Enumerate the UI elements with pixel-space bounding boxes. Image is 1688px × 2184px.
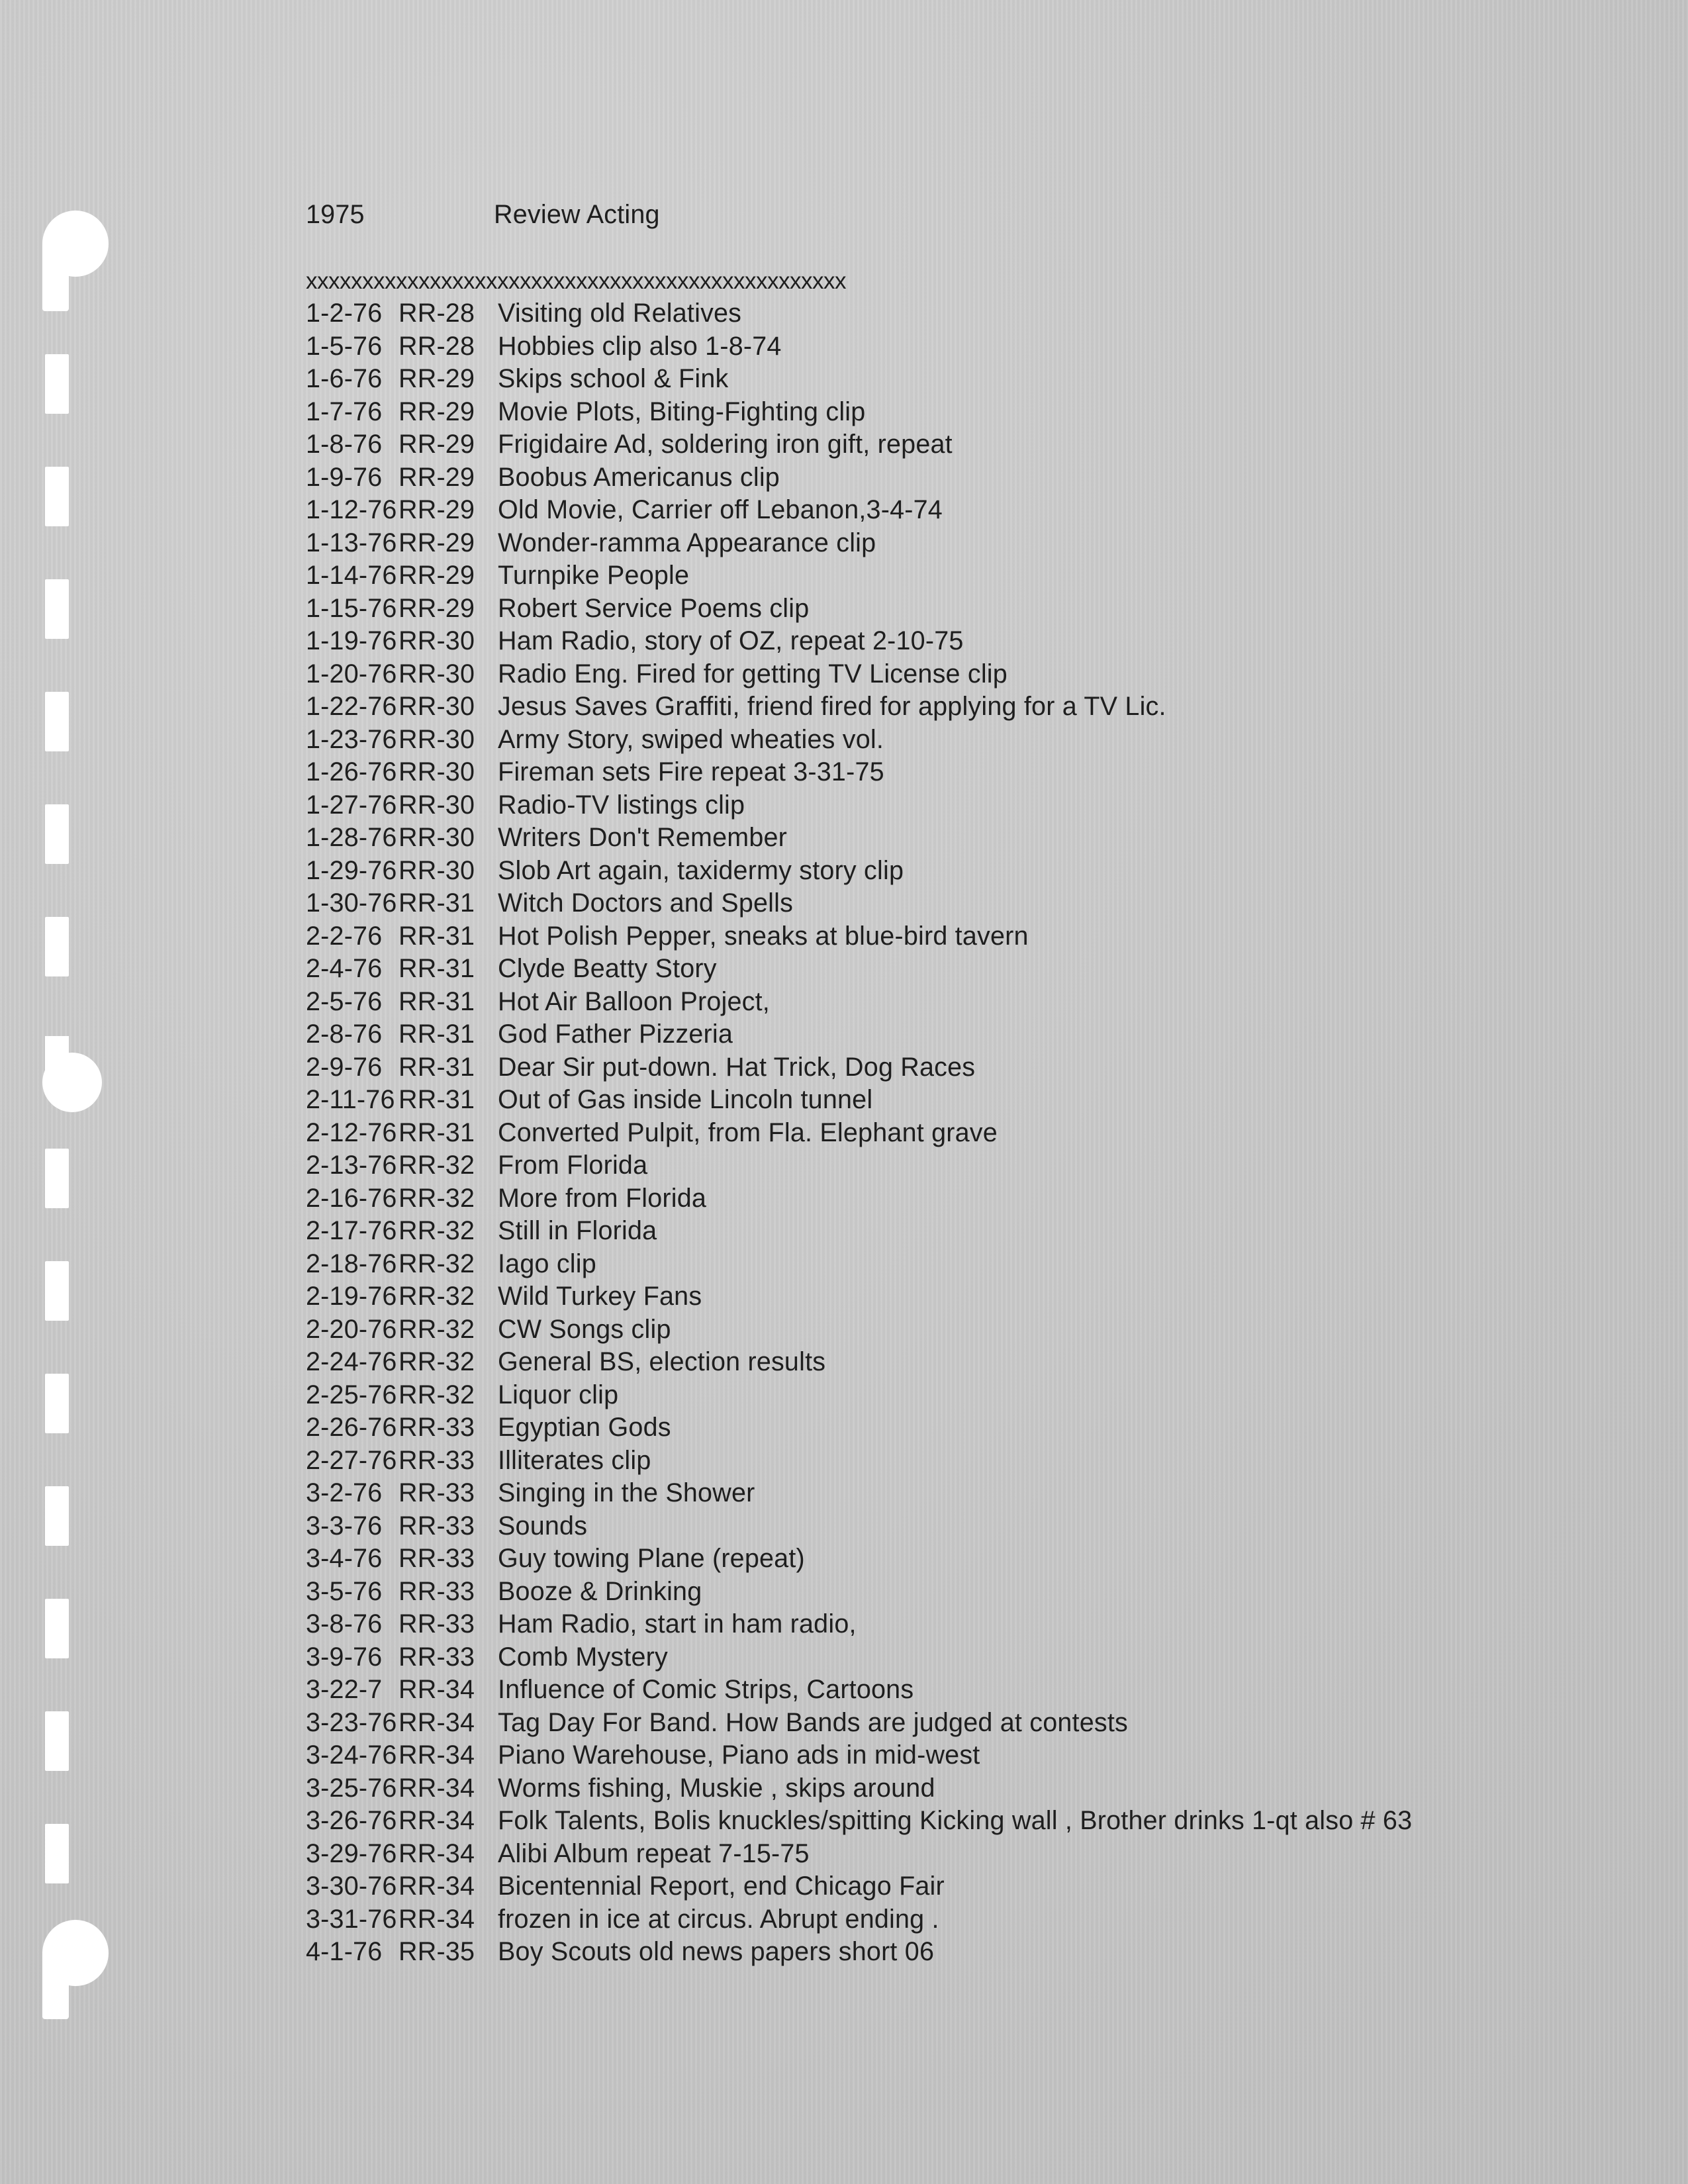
- entry-description: Piano Warehouse, Piano ads in mid-west: [498, 1740, 980, 1770]
- entry-description: Ham Radio, story of OZ, repeat 2-10-75: [498, 626, 964, 655]
- entry-reel: RR-31: [399, 1085, 475, 1114]
- list-item: [306, 1936, 1412, 1969]
- list-item: [306, 986, 1412, 1019]
- entry-description: Illiterates clip: [498, 1445, 651, 1475]
- entry-description: General BS, election results: [498, 1347, 826, 1376]
- entry-date: 1-19-76: [306, 626, 397, 655]
- entry-reel: RR-32: [399, 1249, 475, 1278]
- list-item: [306, 1379, 1412, 1412]
- entry-reel: RR-32: [399, 1151, 475, 1180]
- entry-description: Movie Plots, Biting-Fighting clip: [498, 397, 866, 426]
- entry-reel: RR-29: [399, 462, 475, 492]
- entry-description: Out of Gas inside Lincoln tunnel: [498, 1085, 873, 1114]
- entry-description: Hot Air Balloon Project,: [498, 986, 770, 1016]
- entry-reel: RR-33: [399, 1413, 475, 1442]
- entry-date: 3-3-76: [306, 1511, 383, 1541]
- list-item: [306, 1248, 1412, 1281]
- entry-description: Writers Don't Remember: [498, 823, 788, 852]
- list-item: [306, 330, 1412, 363]
- list-item: [306, 559, 1412, 593]
- entry-description: Radio-TV listings clip: [498, 790, 745, 820]
- list-item: [306, 1870, 1412, 1903]
- entry-date: 3-4-76: [306, 1544, 383, 1573]
- binder-hole: [45, 1824, 69, 1883]
- binder-hole: [45, 1599, 69, 1658]
- list-item: [306, 625, 1412, 658]
- list-item: [306, 1739, 1412, 1772]
- list-item: [306, 658, 1412, 691]
- list-item: [306, 593, 1412, 626]
- entry-date: 3-31-76: [306, 1904, 397, 1934]
- entry-reel: RR-32: [399, 1216, 475, 1245]
- entry-reel: RR-34: [399, 1740, 475, 1770]
- entry-date: 3-2-76: [306, 1478, 383, 1507]
- binder-hole-round-mid: [42, 1053, 102, 1112]
- entry-date: 1-15-76: [306, 593, 397, 623]
- entry-reel: RR-32: [399, 1347, 475, 1376]
- entry-description: Boobus Americanus clip: [498, 462, 780, 492]
- entry-description: Guy towing Plane (repeat): [498, 1544, 805, 1573]
- entry-reel: RR-34: [399, 1675, 475, 1704]
- list-item: [306, 822, 1412, 855]
- entry-date: 1-30-76: [306, 888, 397, 918]
- binder-hole: [45, 1374, 69, 1433]
- entry-date: 3-29-76: [306, 1838, 397, 1868]
- entry-date: 2-16-76: [306, 1183, 397, 1213]
- binder-hole: [45, 1149, 69, 1208]
- entry-reel: RR-31: [399, 1020, 475, 1049]
- entry-date: 3-5-76: [306, 1576, 383, 1606]
- entry-reel: RR-28: [399, 331, 475, 361]
- list-item: [306, 1018, 1412, 1051]
- list-item: [306, 887, 1412, 920]
- entry-date: 2-5-76: [306, 986, 383, 1016]
- binder-hole: [45, 1711, 69, 1771]
- entry-description: Slob Art again, taxidermy story clip: [498, 855, 904, 885]
- list-item: [306, 1182, 1412, 1215]
- entry-description: Comb Mystery: [498, 1642, 668, 1672]
- entry-date: 2-26-76: [306, 1413, 397, 1442]
- entry-date: 1-6-76: [306, 364, 383, 393]
- entry-description: Turnpike People: [498, 561, 690, 590]
- entry-description: Fireman sets Fire repeat 3-31-75: [498, 757, 884, 786]
- entry-date: 3-22-7: [306, 1675, 383, 1704]
- entry-reel: RR-33: [399, 1511, 475, 1541]
- entry-reel: RR-34: [399, 1872, 475, 1901]
- entry-date: 1-2-76: [306, 299, 383, 328]
- list-item: [306, 1608, 1412, 1641]
- list-item: [306, 724, 1412, 757]
- entry-date: 2-17-76: [306, 1216, 397, 1245]
- entry-description: Boy Scouts old news papers short 06: [498, 1937, 935, 1966]
- list-item: [306, 1149, 1412, 1182]
- entry-description: Dear Sir put-down. Hat Trick, Dog Races: [498, 1052, 976, 1082]
- entry-description: Booze & Drinking: [498, 1576, 702, 1606]
- entry-reel: RR-34: [399, 1838, 475, 1868]
- entry-reel: RR-30: [399, 724, 475, 754]
- list-item: [306, 1215, 1412, 1248]
- entry-reel: RR-30: [399, 790, 475, 820]
- header-title: Review Acting: [494, 200, 660, 229]
- entry-reel: RR-33: [399, 1642, 475, 1672]
- entry-reel: RR-30: [399, 659, 475, 688]
- entry-description: Wild Turkey Fans: [498, 1282, 702, 1311]
- entry-list: [306, 297, 1412, 1969]
- entry-date: 2-11-76: [306, 1085, 395, 1114]
- entry-date: 3-23-76: [306, 1707, 397, 1737]
- entry-date: 1-22-76: [306, 692, 397, 721]
- entry-description: Visiting old Relatives: [498, 299, 742, 328]
- entry-description: Liquor clip: [498, 1380, 619, 1409]
- entry-reel: RR-34: [399, 1806, 475, 1835]
- entry-date: 2-25-76: [306, 1380, 397, 1409]
- entry-reel: RR-31: [399, 1052, 475, 1082]
- list-item: [306, 1707, 1412, 1740]
- entry-description: God Father Pizzeria: [498, 1020, 733, 1049]
- entry-description: Jesus Saves Graffiti, friend fired for applying for a TV Lic.: [498, 692, 1166, 721]
- entry-reel: RR-28: [399, 299, 475, 328]
- entry-reel: RR-29: [399, 364, 475, 393]
- list-item: [306, 1903, 1412, 1936]
- entry-reel: RR-31: [399, 921, 475, 951]
- list-item: [306, 297, 1412, 330]
- list-item: [306, 1445, 1412, 1478]
- entry-description: More from Florida: [498, 1183, 707, 1213]
- list-item: [306, 1117, 1412, 1150]
- binder-hole: [45, 917, 69, 976]
- entry-description: Worms fishing, Muskie , skips around: [498, 1773, 935, 1803]
- entry-description: Bicentennial Report, end Chicago Fair: [498, 1872, 945, 1901]
- list-item: [306, 363, 1412, 396]
- entry-reel: RR-34: [399, 1707, 475, 1737]
- list-item: [306, 1313, 1412, 1347]
- entry-description: Ham Radio, start in ham radio,: [498, 1609, 857, 1638]
- list-item: [306, 789, 1412, 822]
- list-item: [306, 1805, 1412, 1838]
- entry-reel: RR-30: [399, 626, 475, 655]
- entry-description: Clyde Beatty Story: [498, 954, 717, 983]
- list-item: [306, 756, 1412, 789]
- entry-reel: RR-31: [399, 986, 475, 1016]
- entry-reel: RR-32: [399, 1183, 475, 1213]
- list-item: [306, 1346, 1412, 1379]
- entry-reel: RR-31: [399, 954, 475, 983]
- entry-date: 2-12-76: [306, 1117, 397, 1147]
- entry-date: 1-12-76: [306, 495, 397, 524]
- binder-hole: [45, 1486, 69, 1546]
- entry-date: 3-26-76: [306, 1806, 397, 1835]
- entry-date: 4-1-76: [306, 1937, 383, 1966]
- entry-date: 2-19-76: [306, 1282, 397, 1311]
- list-item: [306, 494, 1412, 527]
- entry-date: 1-9-76: [306, 462, 383, 492]
- entry-description: Robert Service Poems clip: [498, 593, 810, 623]
- entry-reel: RR-35: [399, 1937, 475, 1966]
- list-item: [306, 396, 1412, 429]
- list-item: [306, 855, 1412, 888]
- entry-description: Witch Doctors and Spells: [498, 888, 794, 918]
- entry-date: 2-27-76: [306, 1445, 397, 1475]
- list-item: [306, 527, 1412, 560]
- entry-description: Still in Florida: [498, 1216, 657, 1245]
- list-item: [306, 428, 1412, 461]
- entry-date: 1-27-76: [306, 790, 397, 820]
- document-header: [306, 199, 1412, 232]
- entry-date: 3-30-76: [306, 1872, 397, 1901]
- entry-reel: RR-29: [399, 495, 475, 524]
- separator-line: xxxxxxxxxxxxxxxxxxxxxxxxxxxxxxxxxxxxxxxxxxxxxxxx: [306, 267, 846, 294]
- entry-date: 2-20-76: [306, 1314, 397, 1344]
- entry-reel: RR-30: [399, 692, 475, 721]
- list-item: [306, 1576, 1412, 1609]
- entry-description: Folk Talents, Bolis knuckles/spitting Kicking wall , Brother drinks 1-qt also # 63: [498, 1806, 1413, 1835]
- entry-date: 1-26-76: [306, 757, 397, 786]
- header-year: 1975: [306, 200, 365, 229]
- entry-reel: RR-31: [399, 1117, 475, 1147]
- entry-date: 2-2-76: [306, 921, 383, 951]
- entry-description: Alibi Album repeat 7-15-75: [498, 1838, 810, 1868]
- list-item: [306, 920, 1412, 953]
- entry-description: Hot Polish Pepper, sneaks at blue-bird tavern: [498, 921, 1029, 951]
- entry-date: 3-9-76: [306, 1642, 383, 1672]
- document-content: [306, 199, 1412, 1969]
- entry-reel: RR-33: [399, 1445, 475, 1475]
- list-item: [306, 1477, 1412, 1510]
- entry-date: 2-24-76: [306, 1347, 397, 1376]
- entry-date: 2-18-76: [306, 1249, 397, 1278]
- entry-date: 2-4-76: [306, 954, 383, 983]
- entry-date: 1-23-76: [306, 724, 397, 754]
- entry-date: 3-8-76: [306, 1609, 383, 1638]
- list-item: [306, 1641, 1412, 1674]
- entry-description: Converted Pulpit, from Fla. Elephant grave: [498, 1117, 998, 1147]
- list-item: [306, 1543, 1412, 1576]
- entry-description: Radio Eng. Fired for getting TV License clip: [498, 659, 1008, 688]
- entry-description: Tag Day For Band. How Bands are judged at contests: [498, 1707, 1128, 1737]
- entry-reel: RR-33: [399, 1478, 475, 1507]
- entry-reel: RR-34: [399, 1773, 475, 1803]
- entry-description: Singing in the Shower: [498, 1478, 755, 1507]
- entry-description: Skips school & Fink: [498, 364, 729, 393]
- entry-reel: RR-30: [399, 823, 475, 852]
- entry-reel: RR-29: [399, 528, 475, 557]
- entry-reel: RR-33: [399, 1576, 475, 1606]
- entry-reel: RR-33: [399, 1544, 475, 1573]
- entry-reel: RR-29: [399, 430, 475, 459]
- list-item: [306, 1510, 1412, 1543]
- entry-date: 2-13-76: [306, 1151, 397, 1180]
- list-item: [306, 1280, 1412, 1313]
- entry-reel: RR-29: [399, 593, 475, 623]
- list-item: [306, 461, 1412, 495]
- entry-date: 2-8-76: [306, 1020, 383, 1049]
- entry-reel: RR-32: [399, 1282, 475, 1311]
- entry-description: Old Movie, Carrier off Lebanon,3-4-74: [498, 495, 943, 524]
- entry-reel: RR-30: [399, 757, 475, 786]
- entry-date: 3-25-76: [306, 1773, 397, 1803]
- entry-description: Influence of Comic Strips, Cartoons: [498, 1675, 914, 1704]
- entry-description: Frigidaire Ad, soldering iron gift, repeat: [498, 430, 953, 459]
- binder-hole: [45, 467, 69, 526]
- entry-description: Sounds: [498, 1511, 588, 1541]
- entry-description: CW Songs clip: [498, 1314, 671, 1344]
- entry-date: 1-8-76: [306, 430, 383, 459]
- entry-date: 2-9-76: [306, 1052, 383, 1082]
- binder-hole: [45, 692, 69, 751]
- entry-reel: RR-30: [399, 855, 475, 885]
- entry-date: 1-29-76: [306, 855, 397, 885]
- entry-date: 3-24-76: [306, 1740, 397, 1770]
- entry-reel: RR-32: [399, 1314, 475, 1344]
- binder-hole: [45, 804, 69, 864]
- list-item: [306, 1674, 1412, 1707]
- list-item: [306, 1411, 1412, 1445]
- list-item: [306, 1051, 1412, 1084]
- entry-description: Egyptian Gods: [498, 1413, 671, 1442]
- binder-hole-stem-top: [42, 245, 69, 311]
- entry-description: frozen in ice at circus. Abrupt ending .: [498, 1904, 939, 1934]
- entry-date: 1-20-76: [306, 659, 397, 688]
- entry-reel: RR-29: [399, 561, 475, 590]
- entry-reel: RR-32: [399, 1380, 475, 1409]
- entry-description: Hobbies clip also 1-8-74: [498, 331, 782, 361]
- entry-reel: RR-29: [399, 397, 475, 426]
- entry-reel: RR-33: [399, 1609, 475, 1638]
- entry-date: 1-14-76: [306, 561, 397, 590]
- entry-reel: RR-34: [399, 1904, 475, 1934]
- binder-hole-stem-bottom: [42, 1953, 69, 2019]
- binder-hole: [45, 579, 69, 639]
- binder-hole: [45, 354, 69, 414]
- entry-date: 1-5-76: [306, 331, 383, 361]
- list-item: [306, 1772, 1412, 1805]
- entry-description: Wonder-ramma Appearance clip: [498, 528, 876, 557]
- entry-description: From Florida: [498, 1151, 648, 1180]
- list-item: [306, 1084, 1412, 1117]
- entry-date: 1-13-76: [306, 528, 397, 557]
- entry-description: Army Story, swiped wheaties vol.: [498, 724, 884, 754]
- entry-date: 1-28-76: [306, 823, 397, 852]
- list-item: [306, 1838, 1412, 1871]
- entry-date: 1-7-76: [306, 397, 383, 426]
- list-item: [306, 690, 1412, 724]
- entry-description: Iago clip: [498, 1249, 596, 1278]
- list-item: [306, 953, 1412, 986]
- binder-hole: [45, 1261, 69, 1321]
- entry-reel: RR-31: [399, 888, 475, 918]
